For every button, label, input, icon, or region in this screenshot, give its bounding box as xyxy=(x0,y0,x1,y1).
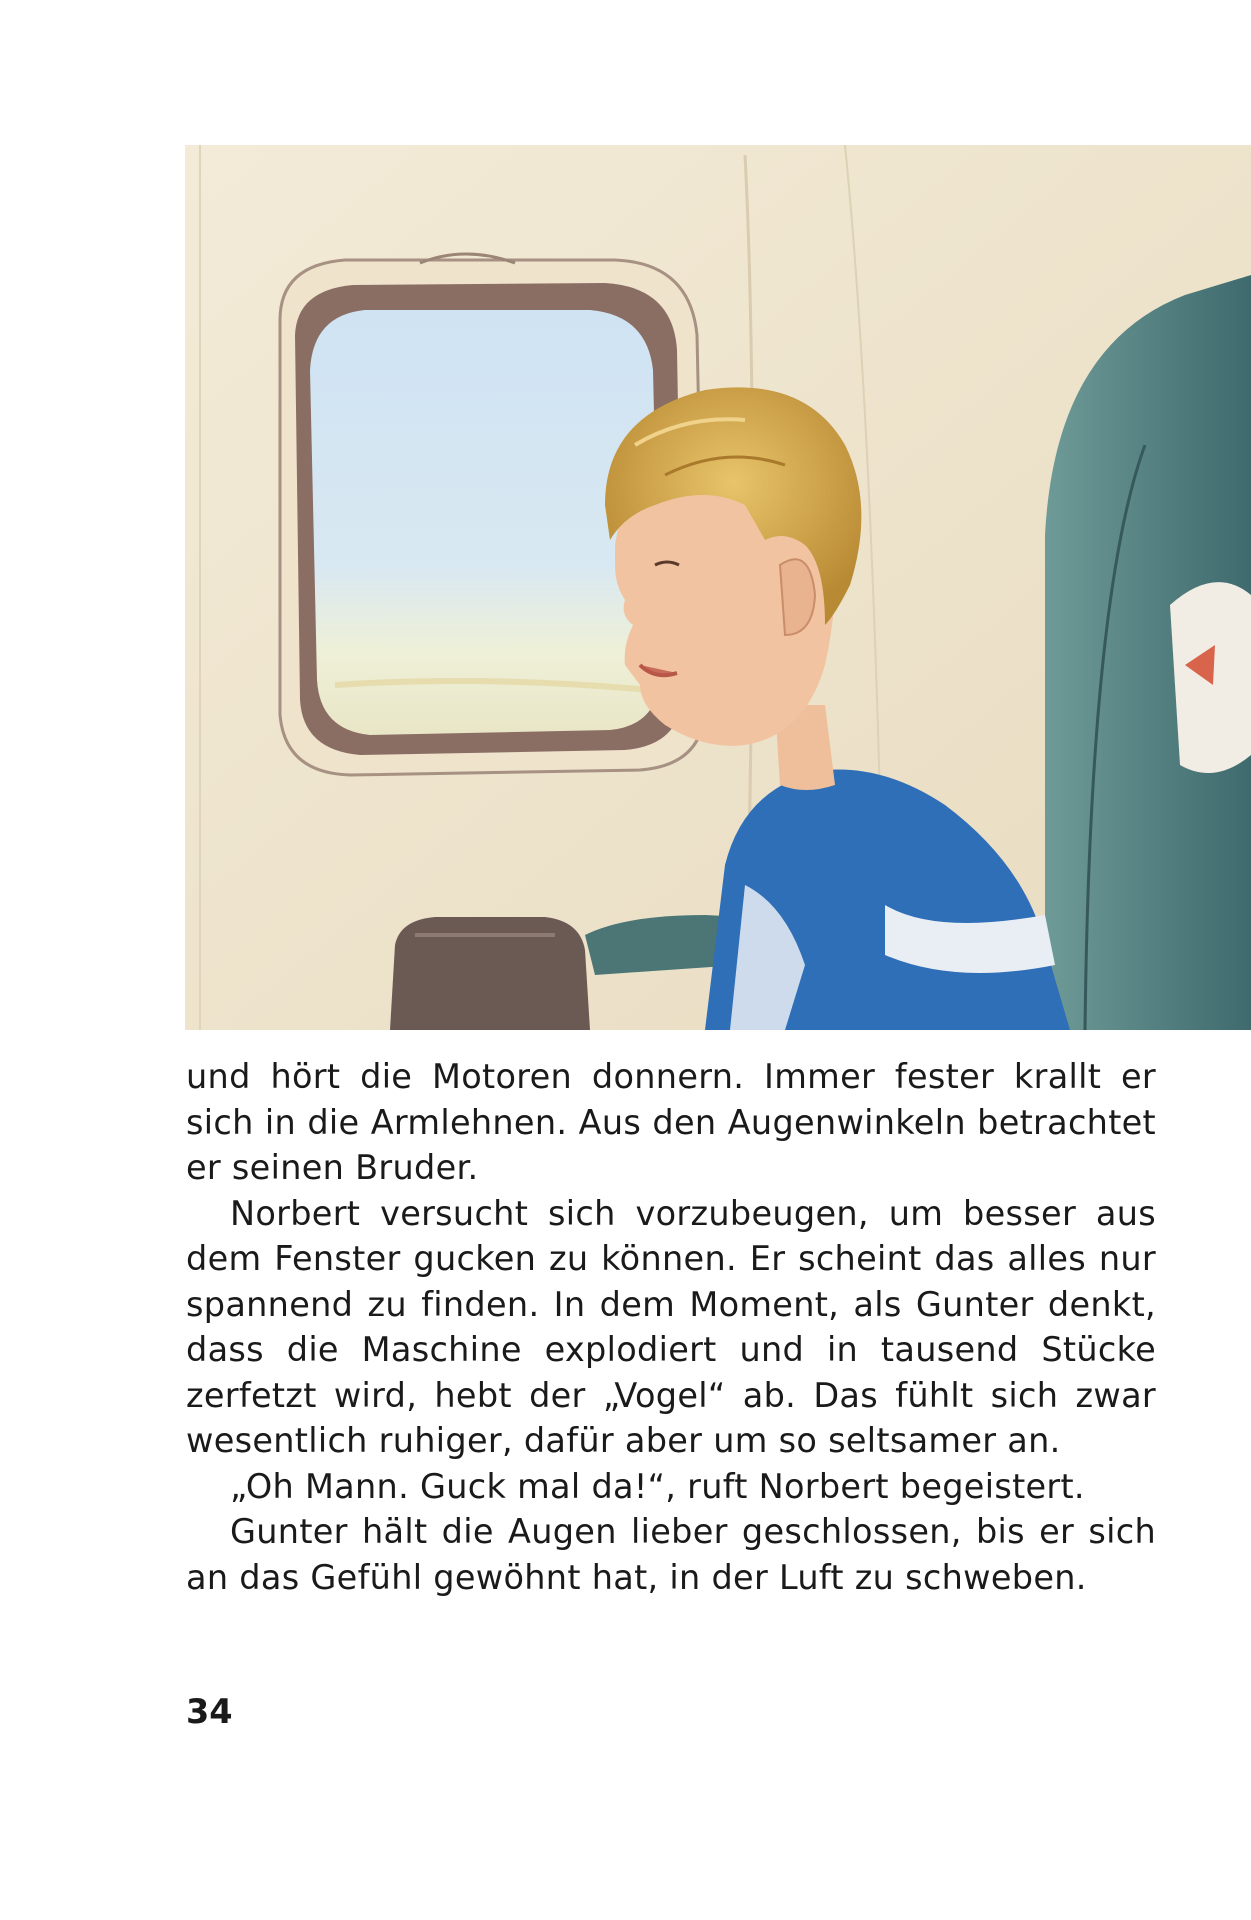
paragraph-2: Norbert versucht sich vorzubeugen, um besser aus dem Fenster gucken zu können. Er scheint das alles nur spannend zu finden. In dem Moment, als Gunter denkt, dass die Maschine explodiert und in tausend Stücke zerfetzt wird, hebt der „Vogel“ ab. Das fühlt sich zwar wesentlich ruhiger, dafür aber um so seltsamer an. xyxy=(186,1193,1156,1460)
paragraph-3: „Oh Mann. Guck mal da!“, ruft Norbert begeistert. xyxy=(230,1466,1085,1506)
story-text xyxy=(186,1054,1156,1600)
paragraph-4: Gunter hält die Augen lieber geschlossen, bis er sich an das Gefühl gewöhnt hat, in der Luft zu schweben. xyxy=(186,1512,1156,1597)
boy-at-airplane-window-illustration xyxy=(185,145,1251,1030)
paragraph-1: und hört die Motoren donnern. Immer fester krallt er sich in die Armlehnen. Aus den Augenwinkeln betrachtet er seinen Bruder. xyxy=(186,1057,1156,1187)
page-number: 34 xyxy=(186,1692,233,1731)
